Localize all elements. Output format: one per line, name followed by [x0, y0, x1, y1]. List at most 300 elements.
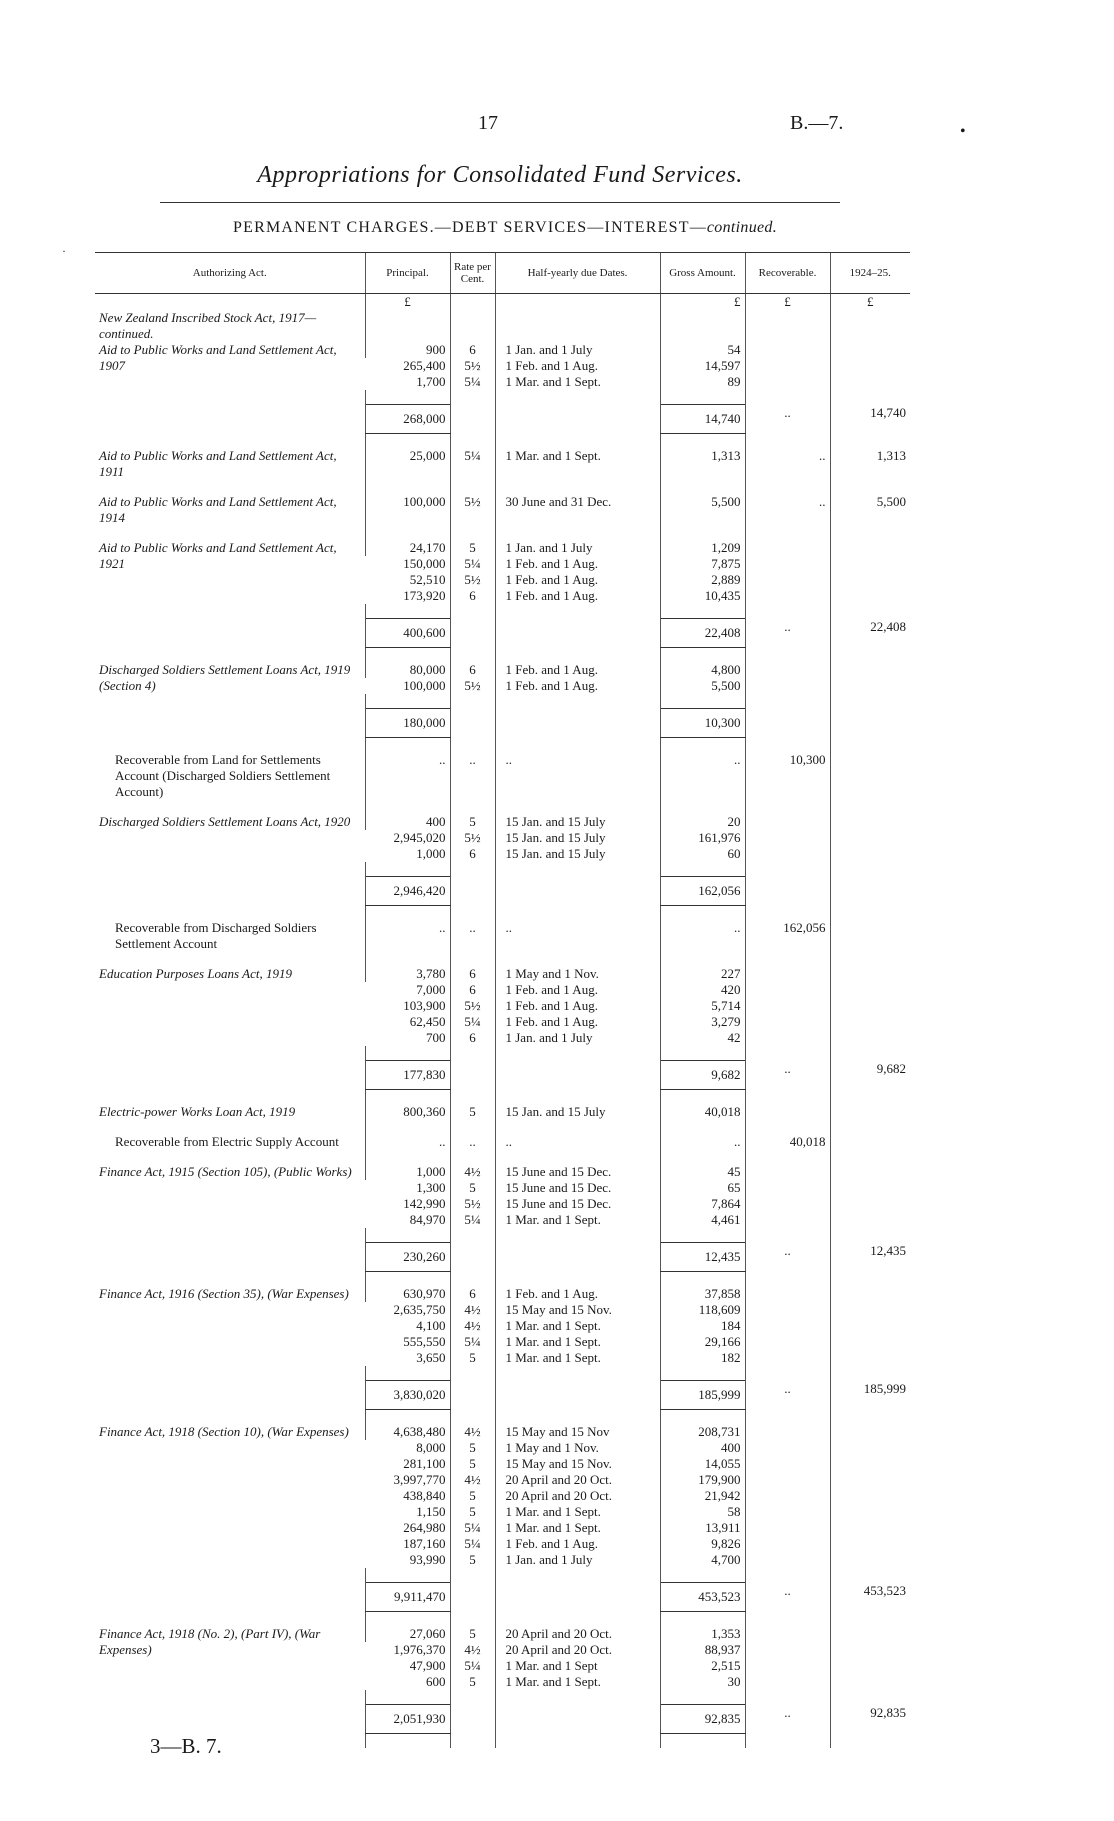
- header-rate: Rate per Cent.: [450, 253, 495, 294]
- spacer-cell: [95, 480, 365, 494]
- spacer-row: [95, 1120, 910, 1134]
- table-row: [95, 662, 910, 678]
- act-name: [95, 920, 365, 952]
- principal-cell: 62,450: [409, 1014, 446, 1029]
- spacer-cell: [660, 1120, 745, 1134]
- spacer-cell: [495, 1612, 660, 1627]
- year-cell: [830, 1456, 910, 1472]
- currency-gross: £: [660, 294, 745, 311]
- year-cell: [830, 1488, 910, 1504]
- year-cell: [830, 588, 910, 604]
- principal-cell: 4,100: [416, 1318, 446, 1333]
- rate-cell: 5¼: [450, 374, 495, 390]
- principal-cell: 800,360: [365, 1104, 450, 1120]
- total-dates: [495, 405, 660, 434]
- spacer-cell: [830, 390, 910, 405]
- spacer-cell: [495, 1366, 660, 1381]
- spacer-cell: [660, 952, 745, 966]
- recoverable-cell: 10,300: [745, 752, 830, 800]
- spacer-row: [95, 800, 910, 814]
- recoverable-cell: [745, 588, 830, 604]
- year-cell: [830, 1286, 910, 1302]
- spacer-cell: [365, 526, 450, 540]
- spacer-cell: [745, 1090, 830, 1105]
- recoverable-cell: [745, 374, 830, 390]
- year-cell: [830, 678, 910, 694]
- spacer-row: [95, 738, 910, 753]
- recoverable-cell: [745, 1552, 830, 1568]
- total-rate: [450, 405, 495, 434]
- principal-cell: 264,980: [403, 1520, 446, 1535]
- dates-cell: 1 Feb. and 1 Aug.: [495, 678, 660, 694]
- dates-cell: 15 Jan. and 15 July: [495, 814, 660, 830]
- empty-cell: [660, 310, 745, 342]
- spacer-cell: [660, 1228, 745, 1243]
- year-cell: [830, 374, 910, 390]
- spacer-cell: [745, 1366, 830, 1381]
- rate-cell: 5¼: [450, 1658, 495, 1674]
- dates-cell: 20 April and 20 Oct.: [495, 1626, 660, 1642]
- title-rule: [160, 202, 840, 203]
- spacer-cell: [660, 1090, 745, 1105]
- gross-cell: 420: [660, 982, 745, 998]
- recoverable-cell: [745, 662, 830, 678]
- total-gross: 162,056: [660, 877, 745, 906]
- year-cell: [830, 1626, 910, 1642]
- principal-cell: 103,900: [403, 998, 446, 1013]
- spacer-cell: [365, 906, 450, 921]
- principal-cell: 3,650: [416, 1350, 446, 1365]
- principal-cell: 700: [426, 1030, 446, 1045]
- recoverable-cell: [745, 1472, 830, 1488]
- principal-cell: 93,990: [409, 1552, 446, 1567]
- spacer-cell: [660, 1410, 745, 1425]
- spacer-row: [95, 390, 910, 405]
- rate-cell: 4½: [450, 1302, 495, 1318]
- total-rate: [450, 877, 495, 906]
- total-principal: 3,830,020: [365, 1381, 450, 1410]
- spacer-cell: [95, 390, 365, 405]
- spacer-cell: [660, 1150, 745, 1164]
- spacer-cell: [365, 1150, 450, 1164]
- gross-cell: 208,731: [660, 1424, 745, 1440]
- spacer-cell: [365, 1120, 450, 1134]
- act-name-text: Recoverable from Discharged Soldiers Settlement Account: [115, 920, 317, 951]
- spacer-cell: [495, 1150, 660, 1164]
- recoverable-cell: [745, 1456, 830, 1472]
- principal-cell: 84,970: [409, 1212, 446, 1227]
- spacer-cell: [660, 480, 745, 494]
- spacer-cell: [95, 694, 365, 709]
- dates-cell: 1 Feb. and 1 Aug.: [495, 1536, 660, 1552]
- rate-cell: 5: [450, 814, 495, 830]
- recoverable-cell: [745, 1302, 830, 1318]
- rate-cell: 5: [450, 1350, 495, 1366]
- rate-cell: 6: [450, 662, 495, 678]
- gross-cell: 1,209: [660, 540, 745, 556]
- spacer-cell: [450, 1046, 495, 1061]
- gross-cell: 1,313: [660, 448, 745, 480]
- gross-cell: 182: [660, 1350, 745, 1366]
- header-act: Authorizing Act.: [95, 253, 365, 294]
- dates-cell: 15 June and 15 Dec.: [495, 1180, 660, 1196]
- dates-cell: 1 Mar. and 1 Sept.: [495, 1212, 660, 1228]
- principal-cell: 100,000: [403, 678, 446, 693]
- recoverable-cell: [745, 1488, 830, 1504]
- dates-cell: 15 Jan. and 15 July: [495, 830, 660, 846]
- gross-cell: 161,976: [660, 830, 745, 846]
- spacer-row: [95, 952, 910, 966]
- total-principal: 268,000: [365, 405, 450, 434]
- spacer-cell: [365, 694, 450, 709]
- rate-cell: 5½: [450, 358, 495, 374]
- recoverable-cell: [745, 678, 830, 694]
- act-name-text: Discharged Soldiers Settlement Loans Act, 1919 (Section 4): [99, 662, 351, 693]
- year-cell: [830, 540, 910, 556]
- spacer-cell: [660, 694, 745, 709]
- spacer-cell: [830, 694, 910, 709]
- header-gross: Gross Amount.: [660, 253, 745, 294]
- spacer-cell: [95, 1568, 365, 1583]
- recoverable-cell: [745, 846, 830, 862]
- rate-cell: 6: [450, 966, 495, 982]
- rate-cell: 5¼: [450, 1212, 495, 1228]
- total-recoverable: [745, 877, 830, 906]
- edge-mark: •: [960, 123, 966, 140]
- principal-cell: ..: [365, 1134, 450, 1150]
- gross-cell: 54: [660, 342, 745, 358]
- rate-cell: 5¼: [450, 1520, 495, 1536]
- recoverable-cell: [745, 1212, 830, 1228]
- total-year: 12,435: [830, 1243, 910, 1272]
- principal-cell: ..: [365, 752, 450, 800]
- rate-cell: 5¼: [450, 1536, 495, 1552]
- year-cell: [830, 1520, 910, 1536]
- total-principal: 9,911,470: [365, 1583, 450, 1612]
- year-cell: [830, 1424, 910, 1440]
- total-recoverable: [745, 709, 830, 738]
- year-cell: 1,313: [830, 448, 910, 480]
- spacer-cell: [660, 1690, 745, 1705]
- act-name: [95, 814, 365, 862]
- total-year: 9,682: [830, 1061, 910, 1090]
- spacer-cell: [95, 526, 365, 540]
- spacer-cell: [495, 1090, 660, 1105]
- table-row: [95, 448, 910, 480]
- rate-cell: 5¼: [450, 1014, 495, 1030]
- dates-cell: 15 May and 15 Nov: [495, 1424, 660, 1440]
- header-principal: Principal.: [365, 253, 450, 294]
- table-row: [95, 1104, 910, 1120]
- gross-cell: 14,055: [660, 1456, 745, 1472]
- spacer-cell: [365, 1690, 450, 1705]
- rate-cell: 5: [450, 1456, 495, 1472]
- act-name-text: Recoverable from Land for Settlements Account (Discharged Soldiers Settlement Account): [115, 752, 331, 799]
- spacer-cell: [830, 738, 910, 753]
- rate-cell: 5¼: [450, 1334, 495, 1350]
- principal-cell: 400: [365, 814, 450, 830]
- total-row: [95, 1061, 910, 1090]
- total-rate: [450, 1381, 495, 1410]
- header-dates: Half-yearly due Dates.: [495, 253, 660, 294]
- year-cell: [830, 1350, 910, 1366]
- spacer-cell: [830, 604, 910, 619]
- spacer-cell: [365, 800, 450, 814]
- gross-cell: 60: [660, 846, 745, 862]
- currency-act-cell: [95, 294, 365, 311]
- gross-cell: 10,435: [660, 588, 745, 604]
- spacer-cell: [660, 1734, 745, 1749]
- act-name-text: Aid to Public Works and Land Settlement Act, 1907: [99, 342, 337, 373]
- act-name-text: Discharged Soldiers Settlement Loans Act, 1920: [99, 814, 351, 829]
- total-label-cell: [95, 877, 365, 906]
- total-principal: 2,946,420: [365, 877, 450, 906]
- dates-cell: 1 Mar. and 1 Sept.: [495, 1674, 660, 1690]
- dates-cell: ..: [495, 752, 660, 800]
- total-label-cell: [95, 405, 365, 434]
- total-label-cell: [95, 1705, 365, 1734]
- rate-cell: 4½: [450, 1318, 495, 1334]
- spacer-cell: [365, 480, 450, 494]
- spacer-cell: [830, 648, 910, 663]
- dates-cell: 1 Feb. and 1 Aug.: [495, 1286, 660, 1302]
- appropriations-table: [95, 252, 910, 1748]
- spacer-cell: [95, 604, 365, 619]
- principal-cell: 173,920: [403, 588, 446, 603]
- rate-cell: 5: [450, 1488, 495, 1504]
- spacer-cell: [450, 480, 495, 494]
- principal-cell: 600: [426, 1674, 446, 1689]
- total-year: [830, 709, 910, 738]
- spacer-cell: [660, 1046, 745, 1061]
- recoverable-cell: [745, 1334, 830, 1350]
- spacer-cell: [365, 604, 450, 619]
- gross-cell: 118,609: [660, 1302, 745, 1318]
- rate-cell: 5: [450, 540, 495, 556]
- gross-cell: 400: [660, 1440, 745, 1456]
- total-gross: 453,523: [660, 1583, 745, 1612]
- dates-cell: 1 Feb. and 1 Aug.: [495, 1014, 660, 1030]
- total-dates: [495, 1243, 660, 1272]
- recoverable-cell: ..: [745, 494, 830, 526]
- total-label-cell: [95, 1381, 365, 1410]
- gross-cell: 7,864: [660, 1196, 745, 1212]
- spacer-row: [95, 480, 910, 494]
- spacer-cell: [495, 738, 660, 753]
- dates-cell: 20 April and 20 Oct.: [495, 1472, 660, 1488]
- dates-cell: 20 April and 20 Oct.: [495, 1488, 660, 1504]
- year-cell: [830, 982, 910, 998]
- dates-cell: 1 Jan. and 1 July: [495, 1030, 660, 1046]
- recoverable-cell: [745, 1030, 830, 1046]
- rate-cell: 5¼: [450, 556, 495, 572]
- header-year: 1924–25.: [830, 253, 910, 294]
- spacer-cell: [450, 1734, 495, 1749]
- spacer-cell: [95, 1150, 365, 1164]
- spacer-cell: [745, 862, 830, 877]
- principal-cell: 7,000: [416, 982, 446, 997]
- gross-cell: ..: [660, 920, 745, 952]
- spacer-cell: [830, 862, 910, 877]
- act-name: [95, 1626, 365, 1690]
- total-row: [95, 709, 910, 738]
- recoverable-cell: [745, 572, 830, 588]
- table-header-row: [95, 253, 910, 294]
- rate-cell: 5: [450, 1504, 495, 1520]
- spacer-cell: [365, 434, 450, 449]
- spacer-cell: [450, 1272, 495, 1287]
- spacer-cell: [450, 906, 495, 921]
- total-row: [95, 619, 910, 648]
- act-name-text: Finance Act, 1918 (Section 10), (War Expenses): [99, 1424, 349, 1439]
- act-name-text: Finance Act, 1916 (Section 35), (War Expenses): [99, 1286, 349, 1301]
- spacer-cell: [660, 738, 745, 753]
- recoverable-cell: [745, 998, 830, 1014]
- year-cell: [830, 1104, 910, 1120]
- dates-cell: 1 Jan. and 1 July: [495, 540, 660, 556]
- spacer-cell: [450, 648, 495, 663]
- table-row: [95, 1626, 910, 1642]
- spacer-cell: [495, 952, 660, 966]
- spacer-cell: [745, 1612, 830, 1627]
- recoverable-cell: [745, 1536, 830, 1552]
- principal-cell: ..: [365, 920, 450, 952]
- rate-cell: 4½: [450, 1642, 495, 1658]
- principal-cell: 25,000: [365, 448, 450, 480]
- spacer-cell: [745, 480, 830, 494]
- year-cell: [830, 1642, 910, 1658]
- rate-cell: 4½: [450, 1472, 495, 1488]
- spacer-cell: [95, 862, 365, 877]
- total-gross: 92,835: [660, 1705, 745, 1734]
- spacer-cell: [745, 434, 830, 449]
- spacer-cell: [95, 1090, 365, 1105]
- dates-cell: 1 Mar. and 1 Sept: [495, 1658, 660, 1674]
- dates-cell: 30 June and 31 Dec.: [495, 494, 660, 526]
- spacer-cell: [745, 1568, 830, 1583]
- total-gross: 9,682: [660, 1061, 745, 1090]
- total-dates: [495, 619, 660, 648]
- recoverable-cell: [745, 1658, 830, 1674]
- year-cell: [830, 1318, 910, 1334]
- spacer-cell: [95, 648, 365, 663]
- spacer-cell: [95, 1410, 365, 1425]
- year-cell: [830, 1552, 910, 1568]
- total-label-cell: [95, 1583, 365, 1612]
- gross-cell: 89: [660, 374, 745, 390]
- gross-cell: 20: [660, 814, 745, 830]
- year-cell: [830, 752, 910, 800]
- spacer-cell: [95, 1228, 365, 1243]
- spacer-cell: [95, 1612, 365, 1627]
- dates-cell: 1 Feb. and 1 Aug.: [495, 358, 660, 374]
- rate-cell: 5½: [450, 830, 495, 846]
- gross-cell: 5,500: [660, 678, 745, 694]
- dates-cell: ..: [495, 920, 660, 952]
- spacer-cell: [495, 1120, 660, 1134]
- spacer-cell: [660, 648, 745, 663]
- recoverable-cell: [745, 556, 830, 572]
- gross-cell: ..: [660, 1134, 745, 1150]
- principal-cell: 100,000: [365, 494, 450, 526]
- section-title: [0, 219, 1010, 237]
- spacer-cell: [830, 1090, 910, 1105]
- total-year: 453,523: [830, 1583, 910, 1612]
- total-rate: [450, 709, 495, 738]
- currency-recoverable: £: [745, 294, 830, 311]
- act-name-text: Aid to Public Works and Land Settlement Act, 1911: [99, 448, 337, 479]
- gross-cell: 88,937: [660, 1642, 745, 1658]
- act-name: [95, 1134, 365, 1150]
- gross-cell: 2,889: [660, 572, 745, 588]
- gross-cell: 227: [660, 966, 745, 982]
- table-body: [95, 294, 910, 1749]
- rate-cell: 5½: [450, 494, 495, 526]
- act-name: [95, 1424, 365, 1568]
- recoverable-cell: [745, 1286, 830, 1302]
- spacer-cell: [660, 862, 745, 877]
- section-title-text: PERMANENT CHARGES.—DEBT SERVICES—INTEREST—: [233, 219, 707, 236]
- principal-cell: 630,970: [365, 1286, 450, 1302]
- spacer-cell: [745, 1150, 830, 1164]
- dates-cell: 1 Feb. and 1 Aug.: [495, 556, 660, 572]
- rate-cell: 5½: [450, 1196, 495, 1212]
- table-row: [95, 814, 910, 830]
- spacer-cell: [450, 390, 495, 405]
- total-dates: [495, 1705, 660, 1734]
- dates-cell: 15 May and 15 Nov.: [495, 1302, 660, 1318]
- rate-cell: ..: [450, 920, 495, 952]
- spacer-row: [95, 1690, 910, 1705]
- rate-cell: ..: [450, 1134, 495, 1150]
- principal-cell: 1,000: [365, 1164, 450, 1180]
- principal-cell: 142,990: [403, 1196, 446, 1211]
- total-row: [95, 1381, 910, 1410]
- table-row: [95, 342, 910, 358]
- act-name: [95, 1164, 365, 1228]
- spacer-cell: [495, 1228, 660, 1243]
- total-principal: 400,600: [365, 619, 450, 648]
- spacer-cell: [450, 1120, 495, 1134]
- recoverable-cell: [745, 1504, 830, 1520]
- principal-cell: 2,635,750: [393, 1302, 446, 1317]
- page-title: Appropriations for Consolidated Fund Services.: [257, 162, 743, 188]
- spacer-row: [95, 862, 910, 877]
- spacer-cell: [95, 738, 365, 753]
- spacer-cell: [745, 1120, 830, 1134]
- dates-cell: 1 May and 1 Nov.: [495, 1440, 660, 1456]
- empty-cell: [495, 310, 660, 342]
- rate-cell: 4½: [450, 1164, 495, 1180]
- spacer-cell: [830, 480, 910, 494]
- spacer-row: [95, 604, 910, 619]
- spacer-cell: [95, 906, 365, 921]
- principal-cell: 1,700: [416, 374, 446, 389]
- year-cell: [830, 1196, 910, 1212]
- margin-dot: ·: [62, 244, 66, 258]
- principal-cell: 8,000: [416, 1440, 446, 1455]
- act-name-text: Electric-power Works Loan Act, 1919: [99, 1104, 296, 1119]
- spacer-cell: [450, 1410, 495, 1425]
- spacer-cell: [660, 434, 745, 449]
- spacer-cell: [95, 434, 365, 449]
- spacer-cell: [450, 862, 495, 877]
- dates-cell: 1 Mar. and 1 Sept.: [495, 448, 660, 480]
- principal-cell: 555,550: [403, 1334, 446, 1349]
- dates-cell: 15 June and 15 Dec.: [495, 1196, 660, 1212]
- year-cell: [830, 1302, 910, 1318]
- recoverable-cell: [745, 966, 830, 982]
